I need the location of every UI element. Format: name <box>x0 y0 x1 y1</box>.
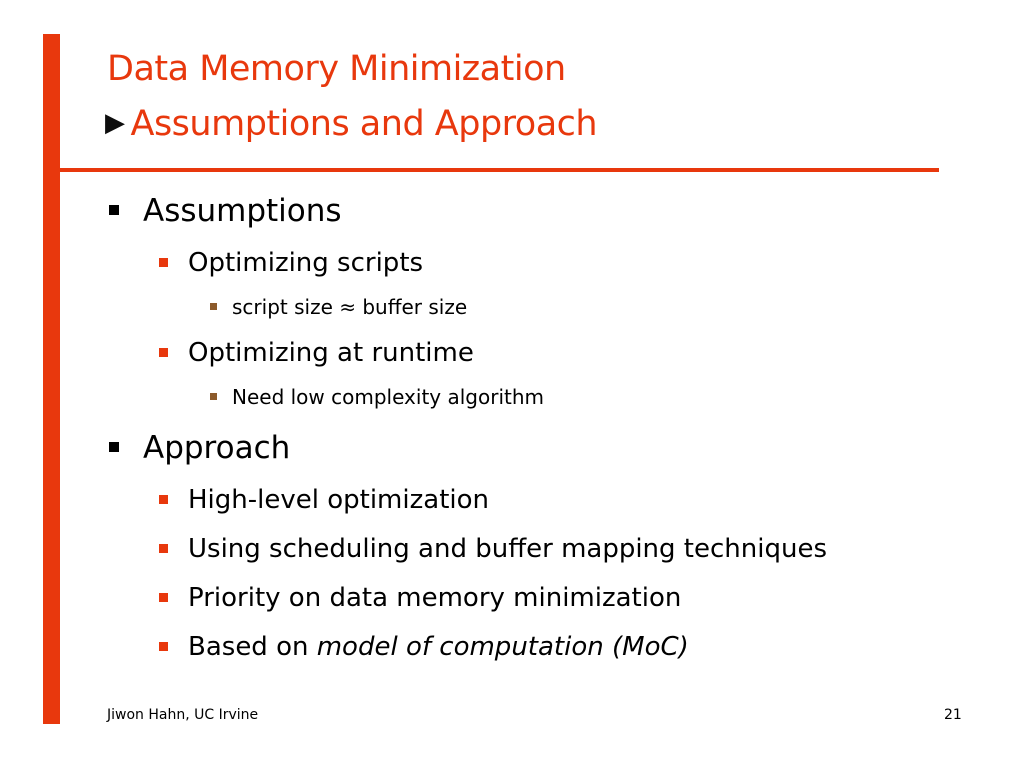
subtitle-text: Assumptions and Approach <box>130 104 598 144</box>
bullet-based-on <box>188 631 689 663</box>
bullet-square-icon <box>159 258 168 267</box>
based-on-italic: model of computation (MoC) <box>316 632 689 662</box>
bullet-priority: Priority on data memory minimization <box>188 583 682 613</box>
bullet-square-icon <box>210 303 217 310</box>
bullet-square-icon <box>109 205 119 215</box>
bullet-assumptions: Assumptions <box>143 193 342 229</box>
bullet-optimizing-scripts: Optimizing scripts <box>188 248 424 278</box>
bullet-square-icon <box>159 642 168 651</box>
bullet-script-size: script size ≈ buffer size <box>232 295 468 319</box>
page-number: 21 <box>944 707 962 723</box>
bullet-optimizing-runtime: Optimizing at runtime <box>188 338 474 368</box>
bullet-high-level: High-level optimization <box>188 485 489 515</box>
title-underline-rule <box>43 168 939 172</box>
bullet-square-icon <box>159 593 168 602</box>
bullet-approach: Approach <box>143 430 291 466</box>
left-accent-bar <box>43 34 60 724</box>
bullet-square-icon <box>109 442 119 452</box>
slide-title: Data Memory Minimization <box>107 49 566 89</box>
slide-subtitle <box>105 102 597 145</box>
triangle-right-icon: ▶ <box>105 108 125 138</box>
based-on-prefix: Based on <box>188 632 317 662</box>
bullet-scheduling: Using scheduling and buffer mapping techniques <box>188 534 827 564</box>
bullet-square-icon <box>159 495 168 504</box>
bullet-square-icon <box>159 544 168 553</box>
bullet-low-complexity: Need low complexity algorithm <box>232 385 545 409</box>
bullet-square-icon <box>159 348 168 357</box>
footer-author: Jiwon Hahn, UC Irvine <box>107 707 259 723</box>
bullet-square-icon <box>210 393 217 400</box>
